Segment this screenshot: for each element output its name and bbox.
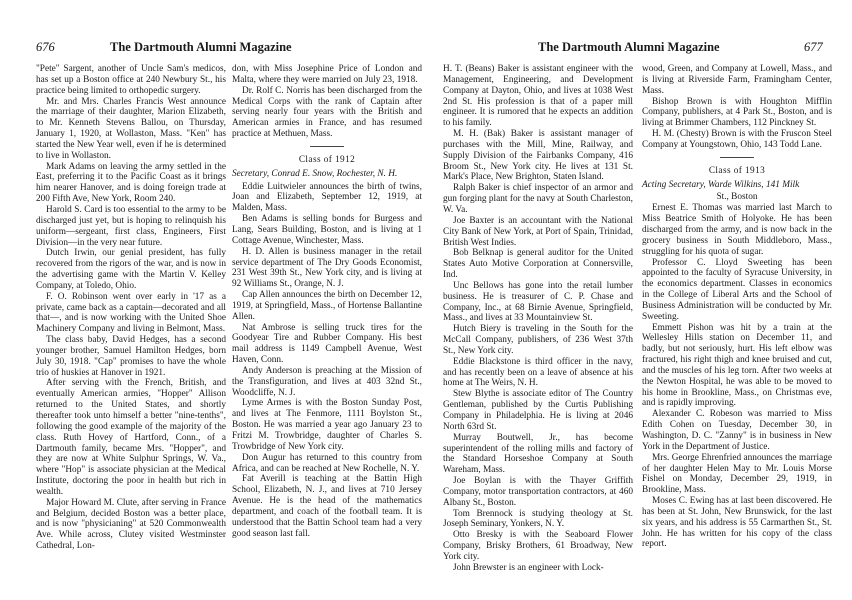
paragraph: Mark Adams on leaving the army settled in the East, preferring it to the Pacific Coast as it brings him nearer Hanover, and is doing foreign trade at 200 Fifth Ave, New York, Room 240. [36, 161, 226, 205]
paragraph: Professor C. Lloyd Sweeting has been appointed to the faculty of Syracuse University, in the economics department. Classes in economics in the College of Liberal Arts and the School of Business Administration will be conducted by Mr. Sweeting. [642, 257, 832, 322]
paragraph: Eddie Luitwieler announces the birth of twins, Joan and Elizabeth, September 12, 1919, at Malden, Mass. [232, 181, 422, 214]
paragraph: Major Howard M. Clute, after serving in France and Belgium, decided Boston was a better place, and is now "physicianing" at 520 Commonwealth Ave. While across, Clutey visited Westminster Cathedral, Lon- [36, 497, 226, 552]
paragraph: Hutch Biery is traveling in the South for the McCall Company, publishers, of 236 West 37th St., New York city. [443, 324, 633, 356]
paragraph: Otto Bresky is with the Seaboard Flower Company, Brisky Brothers, 61 Broadway, New York city. [443, 530, 633, 562]
paragraph: Stew Blythe is associate editor of The Country Gentleman, published by the Curtis Publishing Company in Philadelphia. He is living at 2046 North 63rd St. [443, 389, 633, 432]
page-header-title: The Dartmouth Alumni Magazine [110, 40, 292, 54]
paragraph: Murray Boutwell, Jr., has become superintendent of the rolling mills and factory of the Standard Horseshoe Company at South Wareham, Mass. [443, 432, 633, 476]
paragraph: Joe Baxter is an accountant with the National City Bank of New York, at Port of Spain, Trinidad, British West Indies. [443, 215, 633, 248]
left-page-header [0, 40, 426, 56]
page-header-title: The Dartmouth Alumni Magazine [538, 40, 720, 54]
paragraph: don, with Miss Josephine Price of London and Malta, where they were married on July 23, 1918. [232, 64, 422, 85]
paragraph: H. D. Allen is business manager in the retail service department of The Dry Goods Economist, 231 West 39th St., New York city, and is living at 92 Williams St., Orange, N. J. [232, 246, 422, 290]
paragraph: John Brewster is an engineer with Lock- [453, 562, 604, 573]
paragraph: Bishop Brown is with Houghton Mifflin Company, publishers, at 4 Park St., Boston, and is living at Brimmer Chambers, 112 Pinckney St. [642, 96, 832, 129]
secretary-address: Rochester, N. H. [336, 168, 398, 179]
page-number: 676 [36, 40, 55, 54]
secretary-label: Acting Secretary, [642, 179, 706, 190]
paragraph: H. T. (Beans) Baker is assistant engineer with the Management, Engineering, and Development Company at Dayton, Ohio, and lives at 1038 West 2nd St. His profession is that of a paper mill engineer. It is rumored that he expects an addition to his family. [443, 64, 633, 129]
column-1 [36, 64, 226, 552]
paragraph: Dr. Rolf C. Norris has been discharged from the Medical Corps with the rank of Captain after serving nearly four years with the British and American armies in France, and has resumed practice at Methuen, Mass. [232, 85, 422, 140]
paragraph: M. H. (Bak) Baker is assistant manager of purchases with the Mill, Mine, Railway, and Supply Division of the Fairbanks Company, 416 Broom St., New York city. He lives at 131 St. Mark's Place, New Brighton, Staten Island. [443, 129, 633, 183]
section-divider [720, 157, 754, 158]
paragraph: Moses C. Ewing has at last been discovered. He has been at St. John, New Brunswick, for the last six years, and his address is 55 Carmarthen St., St. John. He has written for his copy of the class report. [642, 496, 832, 550]
paragraph: Unc Bellows has gone into the retail lumber business. He is treasurer of C. P. Chase and Company, Inc., at 68 Birnie Avenue, Springfield, Mass., and lives at 33 Mountainview St. [443, 280, 633, 324]
right-page-header [426, 40, 852, 56]
paragraph: Bob Belknap is general auditor for the United States Auto Motive Corporation at Connersville, Ind. [443, 248, 633, 281]
paragraph: Alexander C. Robeson was married to Miss Edith Cohen on Tuesday, December 30, in Washington, D. C. "Zanny" is in business in New York in the Department of Justice. [642, 409, 832, 452]
column-3 [443, 64, 633, 574]
secretary-city: St., Boston [716, 192, 758, 203]
paragraph: After serving with the French, British, and eventually American armies, "Hopper" Allison returned to the United States, and shortly thereafter took unto himself a better "nine-tenths", following the good example of the majority of the class. Ruth Hovey of Hartford, Conn., of a Dartmouth family, became Mrs. "Hopper", and they are now at White Sulphur Springs, W. Va., where "Hop" is associate physician at the Medical Institute, doctoring the poor in health but rich in wealth. [36, 378, 226, 497]
paragraph: Mrs. George Ehrenfried announces the marriage of her daughter Helen May to Mr. Louis Morse Fishel on Monday, December 29, 1919, in Brookline, Mass. [642, 452, 832, 496]
paragraph: Harold S. Card is too essential to the army to be discharged just yet, but is hoping to relinquish his uniform—sergeant, first class, Engineers, First Division—in the very near future. [36, 204, 226, 248]
paragraph: Ernest E. Thomas was married last March to Miss Beatrice Smith of Holyoke. He has been discharged from the army, and is now back in the grocery business in South Middleboro, Mass., struggling for his quota of sugar. [642, 203, 832, 257]
secretary-label: Secretary, [232, 168, 270, 179]
class-1913-heading: Class of 1913 [708, 165, 766, 176]
paragraph: "Pete" Sargent, another of Uncle Sam's medicos, has set up a Boston office at 240 Newbury St., his practice being limited to orthopedic surgery. [36, 64, 226, 96]
secretary-name: Warde Wilkins, [708, 179, 764, 190]
section-divider [310, 146, 344, 147]
secretary-street: 141 Milk [765, 179, 800, 190]
class-1912-heading: Class of 1912 [298, 154, 356, 165]
paragraph: The class baby, David Hedges, has a second younger brother, Samuel Hamilton Hedges, born July 30, 1918. "Cap" promises to have the whole trio of huskies at Hanover in 1921. [36, 335, 226, 378]
paragraph: Andy Anderson is preaching at the Mission of the Transfiguration, and lives at 403 32nd St., Woodcliffe, N. J. [232, 365, 422, 398]
page-number: 677 [804, 40, 823, 54]
paragraph: Ralph Baker is chief inspector of an armor and gun forging plant for the navy at South Charleston, W. Va. [443, 183, 633, 215]
paragraph: Emmett Pishon was hit by a train at the Wellesley Hills station on December 11, and badly, but not seriously, hurt. His left elbow was fractured, his right thigh and knee bruised and cut, and the muscles of his leg torn. After two weeks at the Newton Hospital, he was able to be moved to his home in Brookline, Mass., on Christmas eve, and is rapidly improving. [642, 322, 832, 409]
paragraph: Dutch Irwin, our genial president, has fully recovered from the rigors of the war, and is now in the advertising game with the Martin V. Kelley Company, at Toledo, Ohio. [36, 248, 226, 291]
paragraph: Mr. and Mrs. Charles Francis West announce the marriage of their daughter, Marion Elizabeth, to Mr. Kenneth Stevens Ballou, on Thursday, January 1, 1920, at Wollaston, Mass. "Ken" has started the New Year well, even if he is determined to live in Wollaston. [36, 96, 226, 161]
paragraph: F. O. Robinson went over early in '17 as a private, came back as a captain—decorated and all that—, and is now working with the United Shoe Machinery Company and living in Belmont, Mass. [36, 291, 226, 335]
class-1912-secretary [232, 169, 422, 180]
class-1913-secretary [642, 180, 832, 191]
paragraph: Tom Brennock is studying theology at St. Joseph Seminary, Yonkers, N. Y. [443, 508, 633, 530]
paragraph: H. M. (Chesty) Brown is with the Fruscon Steel Company at Youngstown, Ohio, 143 Todd Lane. [642, 129, 832, 150]
paragraph: Lyme Armes is with the Boston Sunday Post, and lives at The Fenmore, 1111 Boylston St., Boston. He was married a year ago January 23 to Fritzi M. Trowbridge, daughter of Charles S. Trowbridge of New York city. [232, 398, 422, 452]
secretary-name: Conrad E. Snow, [271, 168, 335, 179]
paragraph: wood, Green, and Company at Lowell, Mass., and is living at Riverside Farm, Framingham Center, Mass. [642, 64, 832, 96]
paragraph: Ben Adams is selling bonds for Burgess and Lang, Sears Building, Boston, and is living at 1 Cottage Avenue, Winchester, Mass. [232, 214, 422, 246]
paragraph: Eddie Blackstone is third officer in the navy, and has recently been on a leave of absence at his home at The Weirs, N. H. [443, 356, 633, 389]
paragraph: Fat Averill is teaching at the Battin High School, Elizabeth, N. J., and lives at 710 Jersey Avenue. He is the head of the mathematics department, and coach of the football team. It is understood that the Battin School team had a very good season last fall. [232, 474, 422, 539]
right-page [426, 0, 852, 600]
paragraph: Nat Ambrose is selling truck tires for the Goodyear Tire and Rubber Company. His best mail address is 1149 Campbell Avenue, West Haven, Conn. [232, 322, 422, 366]
column-2 [232, 64, 422, 539]
paragraph: Cap Allen announces the birth on December 12, 1919, at Springfield, Mass., of Hortense Ballantine Allen. [232, 290, 422, 322]
paragraph: Joe Boylan is with the Thayer Griffith Company, motor transportation contractors, at 460 Albany St., Boston. [443, 476, 633, 508]
column-4 [642, 64, 832, 550]
paragraph: Don Augur has returned to this country from Africa, and can be reached at New Rochelle, N. Y. [232, 452, 422, 474]
